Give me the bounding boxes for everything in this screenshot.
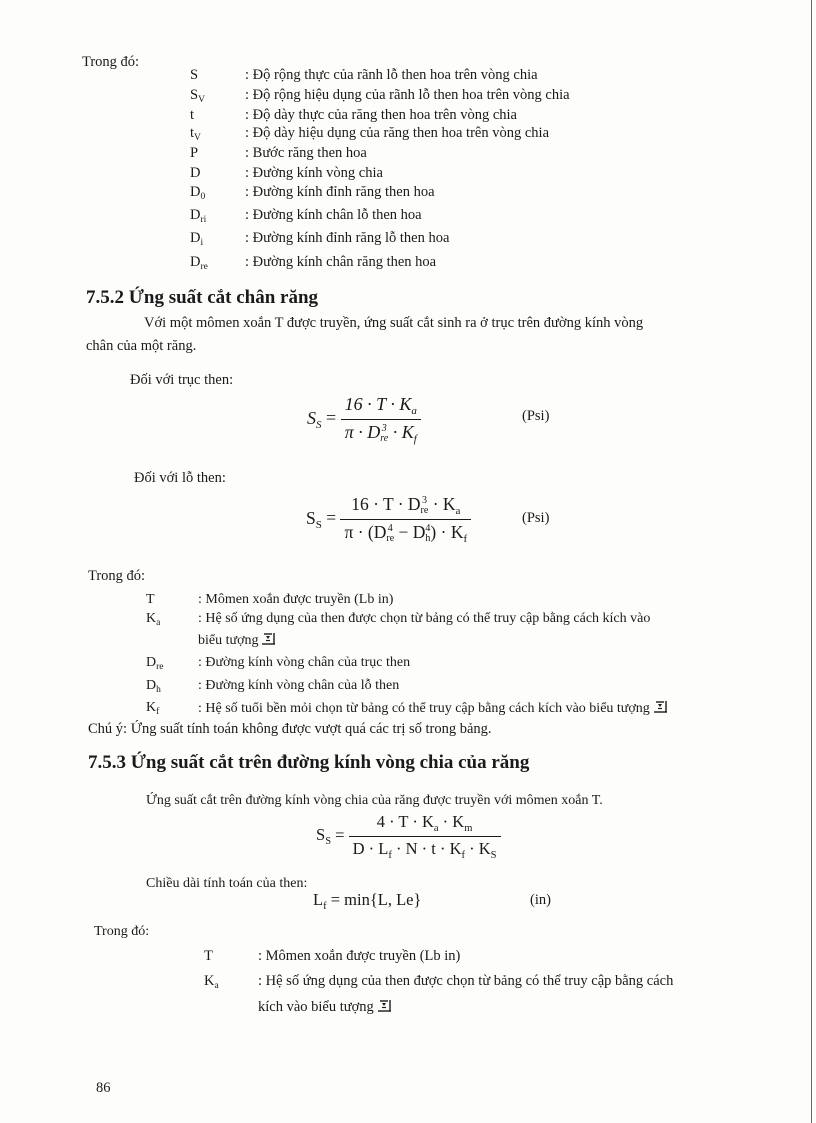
formula-length-unit: (in) — [530, 892, 551, 908]
definition-text: : Đường kính vòng chia — [245, 165, 383, 181]
definition-text: : Đường kính đỉnh răng lỗ then hoa — [245, 230, 450, 246]
section-752-heading: 7.5.2 Ứng suất cắt chân răng — [86, 287, 319, 308]
section-752-note: Chú ý: Ứng suất tính toán không được vượt quá các trị số trong bảng. — [88, 721, 492, 737]
definition-symbol: D — [190, 165, 201, 181]
table-lookup-icon[interactable] — [653, 700, 669, 713]
definition-text: : Độ rộng hiệu dụng của rãnh lỗ then hoa trên vòng chia — [245, 87, 570, 103]
definition-symbol: $S_V$ — [190, 87, 205, 105]
definition-text: : Hệ số tuổi bền mỏi chọn từ bảng có thể truy cập bằng cách kích vào biểu tượng — [198, 700, 669, 717]
definition-text: : Bước răng then hoa — [245, 145, 367, 161]
section-753-where-label: Trong đó: — [94, 924, 150, 939]
definition-text: : Đường kính vòng chân của lỗ then — [198, 678, 400, 693]
formula-length: $L_f = \min\{L$, Le} — [313, 890, 422, 912]
definition-text: : Độ dày hiệu dụng của răng then hoa trên vòng chia — [245, 125, 550, 141]
definition-symbol: $D_0$ — [190, 184, 206, 202]
definition-symbol: $D_{ri}$ — [190, 207, 207, 225]
section-752-para-line1: Với một mômen xoắn T được truyền, ứng suất cắt sinh ra ở trục trên đường kính vòng — [144, 315, 644, 331]
definition-text: : Đường kính đỉnh răng then hoa — [245, 184, 435, 200]
formula-hole-shear: $S_S$ = 16 · T · D 3 re · $K_a$ π · (D 4 re − D 4 h ) · $K_f$ — [306, 494, 471, 545]
definition-text: : Mômen xoắn được truyền (Lb in) — [198, 592, 394, 607]
definition-text: : Độ rộng thực của rãnh lỗ then hoa trên vòng chia — [245, 67, 538, 83]
definition-text: : Đường kính chân lỗ then hoa — [245, 207, 422, 223]
definition-symbol: P — [190, 145, 199, 161]
hole-label: Đối với lỗ then: — [134, 470, 226, 486]
table-lookup-icon[interactable] — [377, 999, 393, 1012]
shaft-label: Đối với trục then: — [130, 372, 234, 388]
section-753-heading: 7.5.3 Ứng suất cắt trên đường kính vòng chia của răng — [88, 752, 530, 773]
page-edge-line — [811, 0, 812, 1123]
intro-label: Trong đó: — [82, 54, 140, 70]
definition-symbol: T — [146, 592, 155, 607]
definition-text: : Đường kính chân răng then hoa — [245, 254, 437, 270]
definition-text: biểu tượng — [198, 632, 277, 649]
table-lookup-icon[interactable] — [261, 632, 277, 645]
definition-symbol: $K_a$ — [146, 611, 161, 628]
length-label: Chiều dài tính toán của then: — [146, 876, 308, 891]
definition-text: : Độ dày thực của răng then hoa trên vòng chia — [245, 107, 517, 123]
definition-text: : Hệ số ứng dụng của then được chọn từ bảng có thể truy cập bằng cách — [258, 973, 674, 989]
formula-hole-unit: (Psi) — [522, 510, 550, 526]
definition-text: : Hệ số ứng dụng của then được chọn từ bảng có thể truy cập bằng cách kích vào — [198, 611, 651, 626]
definition-symbol: T — [204, 948, 213, 964]
section-753-para: Ứng suất cắt trên đường kính vòng chia của răng được truyền với mômen xoắn T. — [146, 793, 603, 808]
definition-text: : Đường kính vòng chân của trục then — [198, 655, 411, 670]
definition-symbol: $t_V$ — [190, 125, 201, 143]
definition-text: kích vào biểu tượng — [258, 999, 393, 1016]
definition-symbol: $D_h$ — [146, 678, 161, 695]
definition-symbol: S — [190, 67, 199, 83]
formula-pitch-shear: $S_S$ = $\frac{4 \cdot T \cdot K_a \cdot K_m}{D \cdot L_f \cdot N \cdot t \cdot K_f \cdot K_S}$ — [316, 812, 501, 861]
definition-symbol: $D_{re}$ — [190, 254, 208, 272]
definition-symbol: $D_{re}$ — [146, 655, 164, 672]
definition-symbol: t — [190, 107, 195, 123]
page-number: 86 — [96, 1080, 111, 1096]
definition-symbol: $K_a$ — [204, 973, 219, 991]
section-752-where-label: Trong đó: — [88, 568, 146, 584]
formula-shaft-unit: (Psi) — [522, 408, 550, 424]
definition-text: : Mômen xoắn được truyền (Lb in) — [258, 948, 461, 964]
definition-symbol: $K_f$ — [146, 700, 160, 717]
definition-symbol: $D_i$ — [190, 230, 204, 248]
section-752-para-line2: chân của một răng. — [86, 338, 197, 354]
formula-shaft-shear: $S_S$ = $16 \cdot T \cdot K_a$ π · D 3 re · $K_f$ — [307, 394, 421, 445]
